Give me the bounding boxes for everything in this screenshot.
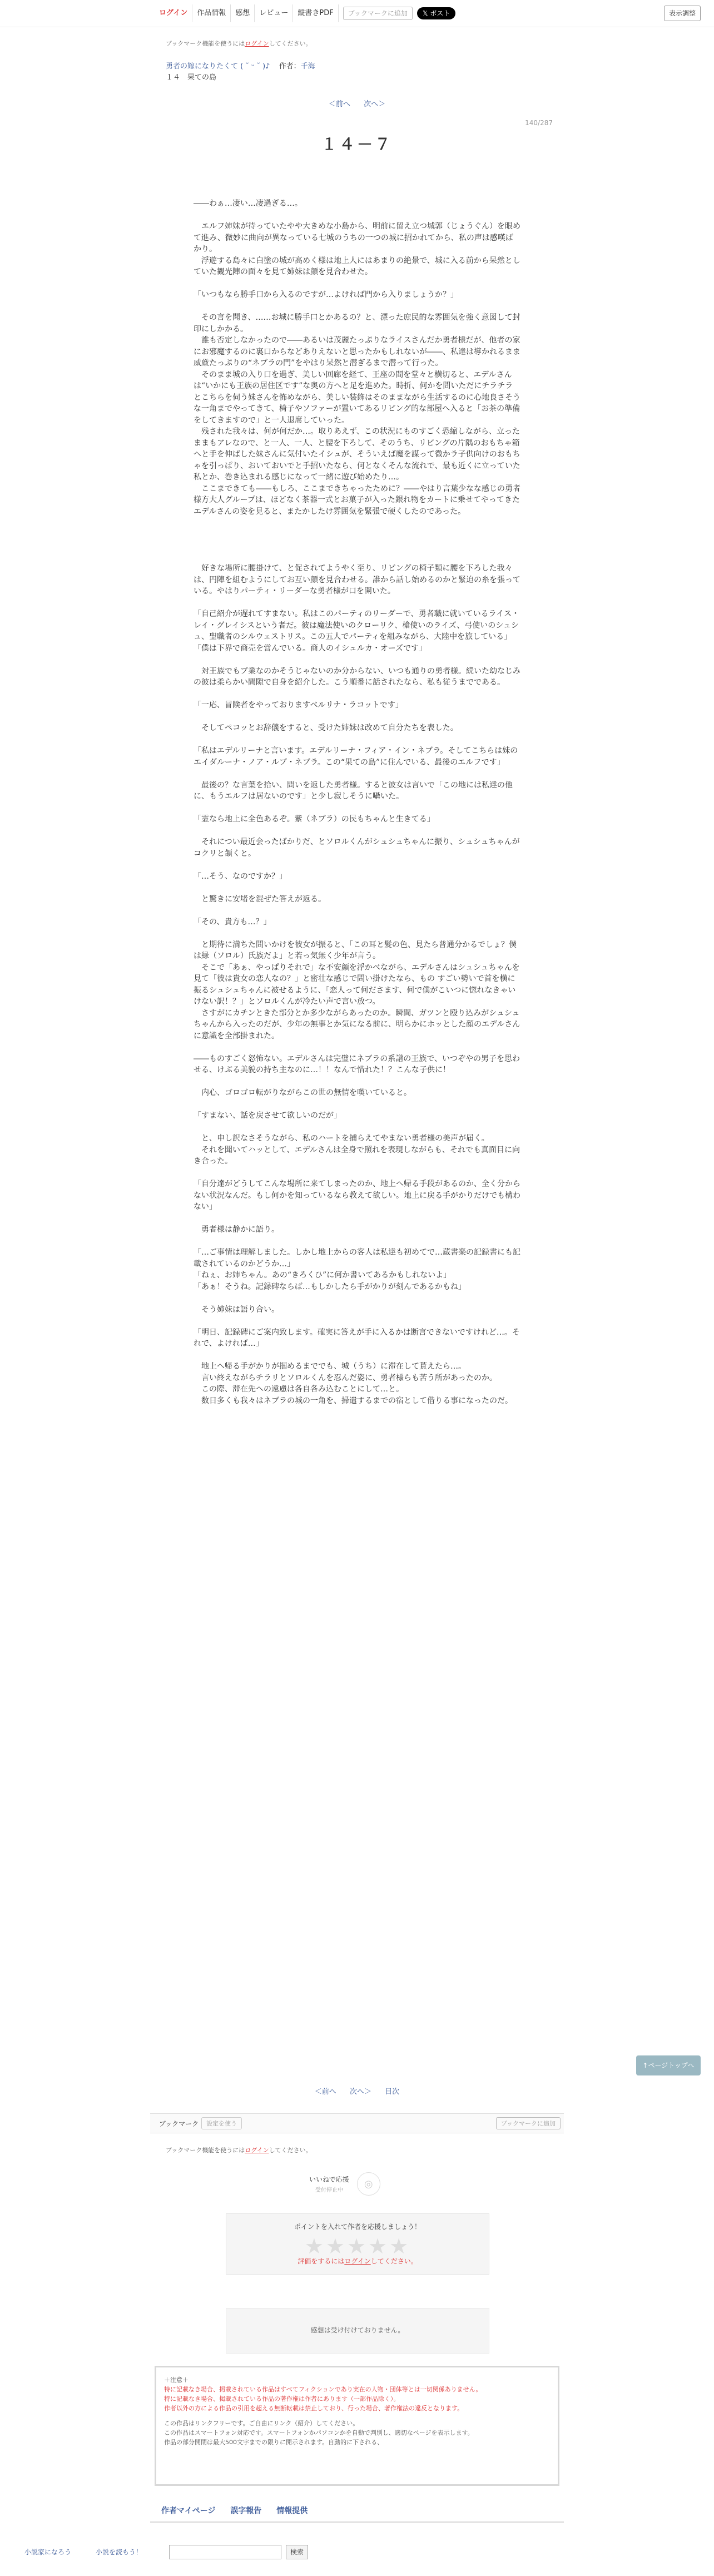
body-paragraph	[194, 1350, 520, 1361]
body-paragraph: そのまま城の入り口を過ぎ、美しい回廊を経て、王座の間を堂々と横切ると、エデルさんは“いかにも王族の居住区です”な奥の方へと足を進めた。時折、何かを問いただにチラチラとこちらを伺う妹さんを怖めながら、美しい装飾はそのままながら生活するのに心地良さそうな一角までやってきて、椅子やソファーが置いてあるリビング的な部屋へ入ると「お茶の準備をしてきますので」と一人退席していった。	[194, 370, 520, 425]
x-post-label: ポスト	[430, 9, 450, 17]
search-input[interactable]	[169, 2545, 281, 2559]
login-link[interactable]: ログイン	[155, 4, 192, 22]
display-settings-button[interactable]: 表示調整	[664, 6, 701, 21]
body-paragraph: 「私はエデルリーナと言います。エデルリーナ・フィア・イン・ネブラ。そしてこちらは妹のエイダルーナ・ノア・ルブ・ネブラ。この“果ての島”に住んでいる、最後のエルフです」	[194, 746, 518, 767]
typo-report-link[interactable]: 誤字報告	[230, 2506, 262, 2515]
body-paragraph: 「…そう、なのですか？」	[194, 871, 287, 881]
body-paragraph	[194, 882, 520, 894]
login-note-suffix: してください。	[269, 40, 312, 47]
notice-gray-line: 作品の部分開閉は最大500文字までの限りに開示されます。自動的に下される、	[164, 2439, 384, 2446]
body-paragraph	[194, 1315, 520, 1327]
impression-box	[226, 2308, 489, 2354]
body-paragraph: ――わぁ…凄い…凄過ぎる…。	[194, 199, 303, 208]
impression-message: 感想は受け付けておりません。	[310, 2326, 405, 2334]
notice-gray-line: この作品はリンクフリーです。ご自由にリンク（紹介）してください。	[164, 2420, 359, 2427]
author-mypage-link[interactable]: 作者マイページ	[161, 2506, 216, 2515]
work-info-link[interactable]: 作品情報	[192, 4, 231, 22]
body-paragraph: 「霊なら地上に全色あるぞ。紫（ネブラ）の民もちゃんと生きてる」	[194, 815, 435, 824]
body-paragraph	[194, 517, 520, 529]
body-paragraph: 浮遊する島々に白塗の城が高めく様は地上人にはあまりの絶景で、城に入る前から呆然としていた観光陣の面々を見て姉妹は顔を見合わせた。	[194, 256, 520, 276]
body-paragraph: 「ねぇ、お姉ちゃん。あの“きろくひ”に何か書いてあるかもしれないよ」	[194, 1271, 452, 1280]
like-button[interactable]	[357, 2172, 380, 2196]
login-note-link[interactable]: ログイン	[245, 40, 269, 47]
body-paragraph	[194, 905, 520, 917]
bookmark-login-note-bottom	[166, 2146, 312, 2154]
body-paragraph: 「僕は下界で商売を営んでいる。商人のイシュルカ・オーズです」	[194, 643, 427, 653]
bookmark-settings-button[interactable]: 設定を使う	[201, 2117, 242, 2129]
body-paragraph	[194, 540, 520, 552]
body-paragraph: 好きな場所に腰掛けて、と促されてようやく至り、リビングの椅子類に腰を下ろした我々は、円陣を組むようにしてお互い顔を見合わせる。誰から話し始めるのかと緊迫の糸を張っている。やはりパーティ・リーダーな勇者様が口を開いた。	[194, 564, 520, 596]
series-title-link[interactable]: 勇者の嫁になりたくて ( ˘ ᵕ ˘ )♪	[166, 62, 270, 71]
like-label: いいねで応援	[309, 2176, 349, 2183]
rating-box	[226, 2213, 489, 2275]
author-label: 作者：	[279, 62, 301, 71]
pager-top	[0, 98, 714, 108]
body-paragraph	[194, 1042, 520, 1053]
rating-note	[226, 2256, 489, 2266]
body-paragraph: そこで「あぁ、やっぱりそれで」な不安顔を浮かべながら、エデルさんはシュシュちゃんを見て「彼は貴女の恋人なの？」と密壮な感じで問い掛けたなら、もの すごい勢いで首を横に振るシュシュちゃんに被せるように、「恋人って何ださます、何で僕がこいつに惚れなきゃいけない訳！？」とソロルくんが冷たい声で言い放つ。	[194, 963, 520, 1006]
body-paragraph: そう姉妹は語り合い。	[194, 1305, 279, 1314]
body-paragraph: 「一応、冒険者をやっておりますベルリナ・ラコットです」	[194, 701, 403, 710]
body-paragraph	[194, 529, 520, 541]
author-link[interactable]: 千海	[300, 62, 315, 71]
body-paragraph	[194, 802, 520, 814]
x-post-button[interactable]	[417, 7, 456, 19]
notice-inner	[164, 2375, 550, 2447]
search-button[interactable]: 検索	[286, 2545, 308, 2559]
body-paragraph	[194, 688, 520, 700]
body-paragraph	[194, 1213, 520, 1225]
pager-bottom	[0, 2085, 714, 2096]
footer-divider	[150, 2521, 564, 2523]
episode-body	[194, 198, 520, 1406]
notice-title: ＋注意＋	[164, 2376, 189, 2384]
body-paragraph: 「自己紹介が遅れてすまない。私はこのパーティのリーダーで、勇者職に就いているライス・レイ・グレイシスという者だ。彼は魔法使いのクローリク、槍使いのライズ、弓使いのシュシュ、聖職者のシルウェストリス。この五人でパーティを組みながら、大陸中を旅している」	[194, 610, 520, 641]
top-bar	[0, 0, 714, 27]
episode-title: １４－７	[321, 135, 393, 153]
info-provide-link[interactable]: 情報提供	[276, 2506, 308, 2515]
body-paragraph: 残された我々は、何が何だか…。取りあえず、この状況にものすごく恐縮しながら、立ったままもアレなので、と一人、一人、と腰を下ろして、そのうち、リビングの片隅のおもちゃ箱へと手を伸ばした妹さんに気付いたイシュが、そういえば魔を謀って微かラ子供向けのおもちゃを引っぱり、おいておいでと手招いたなら、何となくそんな流れで、最も近くに立っていた私とか、巻き込まれる感じになって一緒に遊び始めたり…。	[194, 427, 520, 482]
impressions-link[interactable]: 感想	[231, 4, 255, 22]
footer-bottom	[0, 2529, 714, 2576]
body-paragraph: さすがにカチンときた部分とか多少ながらあったのか。瞬間、ガツンと殴り込みがシュシュちゃんから入ったのだが、少年の無事とか気になる前に、明らかにホッとした顔のエデルさんに意識を全部掛まれた。	[194, 1008, 520, 1041]
body-paragraph	[194, 1076, 520, 1088]
body-paragraph: その言を聞き、……お城に勝手口とかあるの？と、漂った庶民的な雰囲気を強く意図して封印にしかかる。	[194, 313, 520, 334]
next-link-bottom[interactable]: 次へ＞	[349, 2088, 371, 2096]
body-paragraph	[194, 928, 520, 939]
like-text	[309, 2174, 349, 2193]
rating-login-link[interactable]: ログイン	[344, 2257, 371, 2265]
yomou-link[interactable]: 小説を読もう！	[96, 2548, 143, 2556]
body-paragraph: と期待に満ちた問いかけを彼女が振ると、「この耳と髪の色、見たら普通分かるでしょ？僕は緑（ソロル）氏族だよ」と若っ気無く少年が言う。	[194, 940, 517, 960]
body-paragraph	[194, 825, 520, 837]
toc-link[interactable]: 目次	[385, 2088, 400, 2096]
next-link[interactable]: 次へ＞	[364, 100, 386, 108]
top-nav	[155, 4, 455, 22]
page-count: 140/287	[525, 119, 553, 127]
body-paragraph: この際、滞在先への遠慮は各自各み込むことにして…と。	[194, 1385, 404, 1394]
body-paragraph	[194, 597, 520, 609]
narou-link[interactable]: 小説家になろう	[24, 2548, 72, 2556]
bookmark-login-note	[166, 39, 312, 48]
body-paragraph: 最後の？な言葉を拾い、問いを返した勇者様。すると彼女は言いで「この地には私達の他に、もうエルフは居ないのです」と少し寂しそうに囁いた。	[194, 780, 513, 801]
login-note2-prefix: ブックマーク機能を使うには	[166, 2147, 245, 2154]
rating-stars[interactable]: ★★★★★	[304, 2234, 411, 2258]
login-note-prefix: ブックマーク機能を使うには	[166, 40, 245, 47]
login-note2-suffix: してください。	[269, 2147, 312, 2154]
notice-red-line: 特に記載なき場合、掲載されている作品の著作権は作者にあります（一部作品除く）。	[164, 2395, 400, 2402]
review-link[interactable]: レビュー	[255, 4, 293, 22]
prev-link-bottom[interactable]: ＜前へ	[314, 2088, 336, 2096]
x-icon: 𝕏	[422, 9, 430, 17]
body-paragraph: ――ものすごく怒怖ない。エデルさんは完璧にネブラの系譜の王族で、いつぞやの男子を思わせる、けぶる美貌の持ち主なのに…！！なんで惜れた！？こんな子供に！	[194, 1054, 520, 1074]
body-paragraph: 誰も否定しなかったので――あるいは茂麗たっぷりなライスさんだか勇者様だが、他者の家にお邪魔するのに裏口からなどありえないと思ったかもしれないが――、私達は導かれるまま威厳たっぷりの“ネブラの門”をやはり呆然と潜ぎるまで潜って行った。	[194, 336, 520, 368]
body-paragraph: 対王族でもプ業なのかそうじゃないのか分からない、いつも通りの勇者様。続いた幼なじみの彼は柔らかい間隙で自身を紹介した。こう順番に話されたなら、私も従うまでである。	[194, 666, 520, 687]
prev-link[interactable]: ＜前へ	[328, 100, 350, 108]
series-info	[166, 60, 315, 71]
bookmark-add-button-bottom[interactable]: ブックマークに追加	[496, 2117, 561, 2129]
rating-head: ポイントを入れて作者を応援しましょう！	[294, 2223, 421, 2231]
bookmark-bar	[150, 2113, 564, 2133]
body-paragraph	[194, 654, 520, 666]
body-paragraph	[194, 301, 520, 313]
body-paragraph: 「その、貴方も…？」	[194, 917, 271, 927]
body-paragraph: それについ最近会ったばかりだ、とソロルくんがシュシュちゃんに振り、シュシュちゃんがコクリと頷くと。	[194, 838, 520, 858]
notice-gray-line: この作品はスマートフォン対応です。スマートフォンかパソコンかを自動で判別し、適切なページを表示します。	[164, 2429, 474, 2436]
body-paragraph	[194, 859, 520, 871]
footer-links	[161, 2505, 320, 2516]
body-paragraph	[194, 210, 520, 221]
notice-red-line: 特に記載なき場合、掲載されている作品はすべてフィクションであり実在の人物・団体等とは一切関係ありません。	[164, 2386, 482, 2393]
body-paragraph	[194, 1099, 520, 1111]
body-paragraph	[194, 278, 520, 290]
bookmark-add-button[interactable]: ブックマークに追加	[343, 7, 413, 20]
body-paragraph: それを聞いてハッとして、エデルさんは全身で照れを表現しながらも、それでも真面目に向き合った。	[194, 1145, 520, 1166]
body-paragraph: 「あぁ！そうね。記録碑ならば…もしかしたら手がかりが刻んであるかもね」	[194, 1282, 466, 1291]
body-paragraph: 言い終えながらチラリとソロルくんを忍んだ姿に、勇者様らも苦う所があったのか。	[194, 1373, 497, 1383]
rating-note-prefix: 評価をするには	[298, 2257, 345, 2265]
body-paragraph: 地上へ帰る手がかりが掴めるまででも、城（うち）に滞在して貰えたら…。	[194, 1362, 466, 1371]
body-paragraph	[194, 1292, 520, 1304]
body-paragraph: そしてペコッとお辞儀をすると、受けた姉妹は改めて自分たちを表した。	[194, 724, 458, 732]
pdf-link[interactable]: 縦書きPDF	[293, 4, 338, 22]
body-paragraph	[194, 711, 520, 723]
chapter-label: １４ 果ての島	[166, 73, 217, 82]
login-note2-link[interactable]: ログイン	[245, 2147, 269, 2154]
like-sub: 受付停止中	[315, 2187, 343, 2193]
body-paragraph	[194, 552, 520, 563]
body-paragraph: 内心、ゴロゴロ転がりながらこの世の無情を嘆いていると。	[194, 1088, 411, 1097]
rating-note-suffix: してください。	[370, 2257, 418, 2265]
body-paragraph: 勇者様は静かに語り。	[194, 1225, 279, 1234]
like-block	[309, 2172, 380, 2196]
body-paragraph: エルフ姉妹が待っていたやや大きめな小島から、明前に留え立つ城郭（じょうぐん）を眼めて進み、微妙に曲向が異なっている七城のうちの一つの城に招かれてから、私の声は感嘆ばかり。	[194, 222, 520, 254]
notice-box	[155, 2366, 559, 2486]
body-paragraph: と、申し訳なさそうながら、私のハートを捕らえてやまない勇者様の美声が届く。	[194, 1134, 489, 1143]
body-paragraph: ここまできても――もしろ、ここまできちゃったために？――やはり言葉少なな感じの勇者様方大人グループは、ほどなく茶器一式とお菓子が入った銀れ物をカートに乗せてやってきたエデルさんの姿を見ると、またかしたけ雰囲気を緊張で硬くしたのであった。	[194, 484, 520, 516]
body-paragraph: 「いつもなら勝手口から入るのですが…よければ門から入りましょうか？」	[194, 290, 458, 299]
body-paragraph: 「…ご事情は理解しました。しかし地上からの客人は私達も初めてで…蔵書楽の記録書にも記載されているのかどうか…」	[194, 1248, 520, 1269]
body-paragraph: 「明日、記録碑にご案内致します。確実に答えが手に入るかは断言できないですけれど…。それで、よければ…」	[194, 1327, 520, 1348]
body-paragraph	[194, 1122, 520, 1133]
notice-red-line: 作者以外の方による作品の引用を超える無断転載は禁止しており、行った場合、著作権法の違反となります。	[164, 2405, 464, 2412]
body-paragraph: 数日多くも我々はネブラの城の一角を、掃遣するまでの宿として借りる事になったのだ。	[194, 1396, 513, 1405]
body-paragraph	[194, 1236, 520, 1247]
body-paragraph	[194, 734, 520, 746]
body-paragraph: 「自分達がどうしてこんな場所に来てしまったのか、地上へ帰る手段があるのか、全く分からない状況なんだ。もし何かを知っているなら教えて欲しい。地上に戻る手がかりだけでも構わない」	[194, 1180, 520, 1211]
body-paragraph	[194, 1167, 520, 1179]
like-icon: ◎	[364, 2178, 373, 2190]
page-top-button[interactable]: ↑ページトップへ	[636, 2055, 701, 2075]
body-paragraph: 「すまない、話を戻させて欲しいのだが」	[194, 1111, 341, 1120]
body-paragraph	[194, 768, 520, 780]
bookmark-label: ブックマーク	[159, 2120, 199, 2128]
body-paragraph: と驚きに安堵を混ぜた答えが返る。	[194, 894, 326, 904]
